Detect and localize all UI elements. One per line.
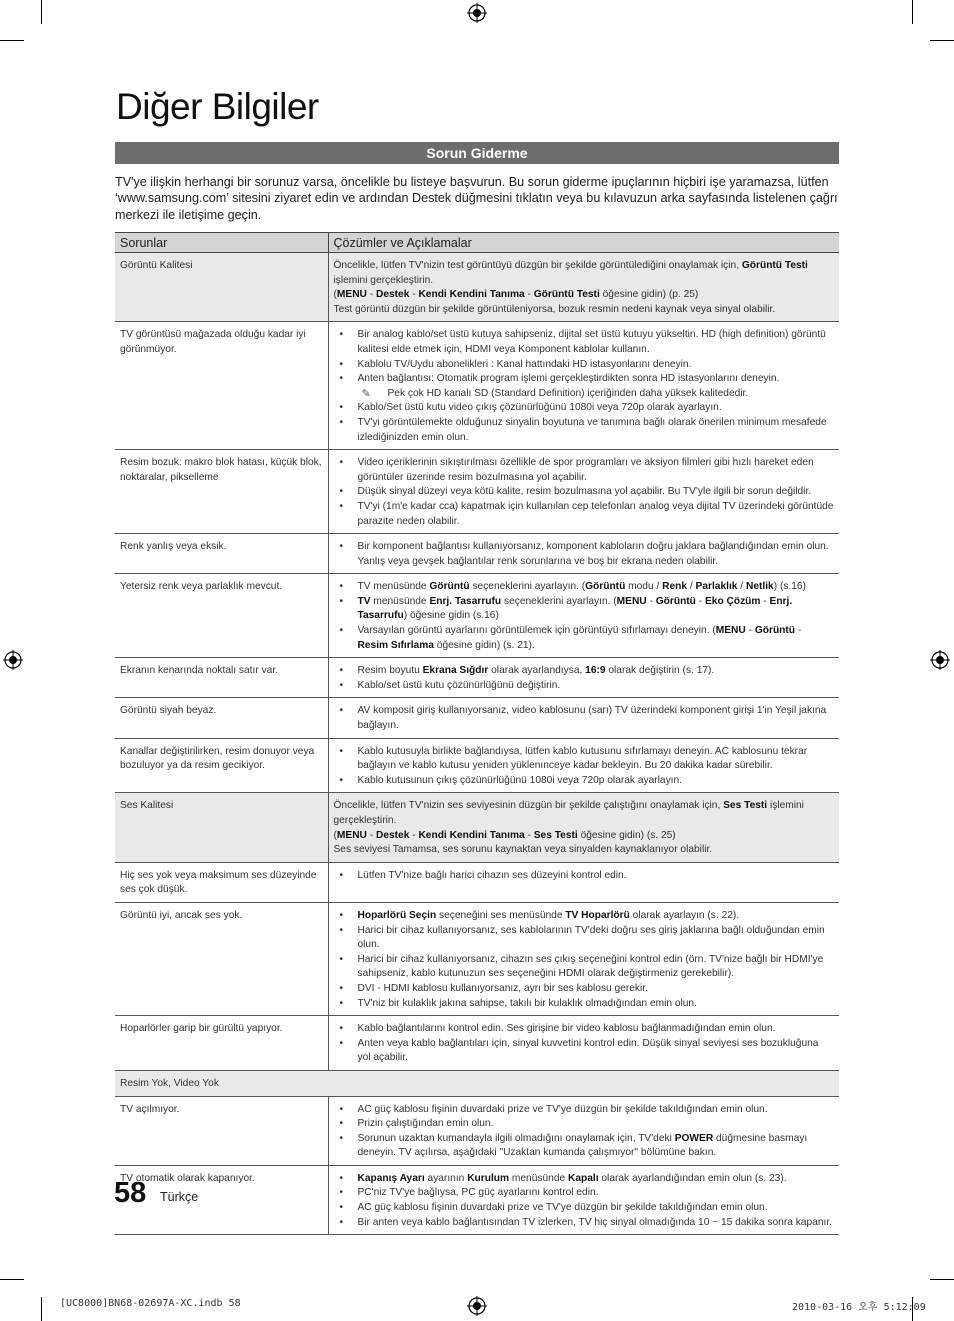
list-item: • Kablo/set üstü kutu çözünürlüğünü değiştirin. — [334, 679, 835, 694]
problem-cell: Resim bozuk: makro blok hatası, küçük blok, noktaralar, pikselleme — [115, 450, 328, 534]
table-row — [115, 793, 839, 862]
list-item: • AV komposit giriş kullanıyorsanız, video kablosunu (sarı) TV üzerindeki komponent girişi 1'in Yeşil jakına bağlayın. — [334, 704, 835, 733]
list-item: • DVI - HDMI kablosu kullanıyorsanız, ayrı bir ses kablosu gerekir. — [334, 982, 835, 997]
crop-mark — [930, 1279, 954, 1280]
solution-text: Ses seviyesi Tamamsa, ses sorunu kaynaktan veya sinyalden kaynaklanıyor olabilir. — [333, 844, 713, 856]
solution-list — [334, 328, 835, 445]
solution-list — [334, 1022, 835, 1066]
note-item: ✎ Pek çok HD kanalı SD (Standard Definition) içeriğinden daha yüksek kalitededir. — [361, 387, 749, 400]
section-title: Sorun Giderme — [115, 142, 839, 164]
list-item: • Kablolu TV/Uydu abonelikleri : Kanal hattındaki HD istasyonlarını deneyin. — [334, 358, 835, 373]
solution-cell — [328, 253, 839, 322]
solution-cell — [328, 738, 839, 793]
solution-cell — [328, 1096, 839, 1165]
table-row — [115, 738, 839, 793]
category-heading: Resim Yok, Video Yok — [115, 1070, 839, 1096]
solution-cell — [328, 793, 839, 862]
header-problems: Sorunlar — [115, 233, 328, 253]
list-item: • AC güç kablosu fişinin duvardaki prize ve TV'ye düzgün bir şekilde takıldığından emin olun. — [334, 1103, 835, 1118]
troubleshooting-table — [115, 232, 839, 1235]
registration-mark-icon — [467, 1296, 487, 1316]
table-row — [115, 658, 839, 698]
solution-text: Öncelikle, lütfen TV'nizin test görüntüyü düzgün bir şekilde görüntülediğini onaylamak için, Görüntü Testi işlemini gerçekleştirin. — [333, 260, 808, 286]
table-row — [115, 1096, 839, 1165]
list-item: • Bir analog kablo/set üstü kutuya sahipseniz, dijital set üstü kutuyu yükseltin. HD (high definition) görüntü kalitesi elde etmek için, HDMI veya Komponent kablolar kullanın. — [334, 328, 835, 357]
solution-cell — [328, 698, 839, 738]
table-row — [115, 1165, 839, 1234]
list-item: • Bir anten veya kablo bağlantısından TV izlerken, TV hiç sinyal olmadığında 10 ~ 15 dakika sonra kapanır. — [334, 1216, 835, 1231]
solution-cell — [328, 902, 839, 1015]
list-item: • Anten bağlantısı: Otomatik program işlemi gerçekleştirdikten sonra HD istasyonlarını deneyin. — [334, 372, 835, 387]
problem-cell: Görüntü iyi, ancak ses yok. — [115, 902, 328, 1015]
table-row — [115, 450, 839, 534]
list-item: • Video içeriklerinin sıkıştırılması özellikle de spor programları ve aksiyon filmleri gibi hızlı hareket eden görüntüler üzerinde resim bozulmasına yol açabilir. — [334, 456, 835, 485]
problem-cell: Hoparlörler garip bir gürültü yapıyor. — [115, 1016, 328, 1071]
solution-cell — [328, 1165, 839, 1234]
table-row — [115, 698, 839, 738]
list-item: • TV'yi görüntülemekte olduğunuz sinyalin boyutuna ve tanımına bağlı olarak önerilen minimum mesafede izlediğinizden emin olun. — [334, 416, 835, 445]
list-item: • Kablo kutusunun çıkış çözünürlüğünü 1080i veya 720p olarak ayarlayın. — [334, 774, 835, 789]
solution-text: (MENU - Destek - Kendi Kendini Tanıma - Görüntü Testi öğesine gidin) (p. 25) — [333, 289, 699, 301]
page-title: Diğer Bilgiler — [116, 86, 319, 127]
solution-list — [334, 704, 835, 733]
problem-cell: Kanallar değiştirilirken, resim donuyor veya bozuluyor ya da resim gecikiyor. — [115, 738, 328, 793]
table-row — [115, 1016, 839, 1071]
list-item: • TV'yi (1m'e kadar cca) kapatmak için kullanılan cep telefonları analog veya dijital TV üzerindeki görüntüde parazite neden olabilir. — [334, 500, 835, 529]
list-item: • Harici bir cihaz kullanıyorsanız, ses kablolarının TV'deki doğru ses giriş jaklarına bağlı olduğundan emin olun. — [334, 924, 835, 953]
footer-filename: [UC8000]BN68-02697A-XC.indb 58 — [60, 1298, 241, 1309]
solution-list — [334, 745, 835, 789]
problem-cell: Ses Kalitesi — [115, 793, 328, 862]
crop-mark — [930, 40, 954, 41]
solution-cell — [328, 1016, 839, 1071]
list-item: • TV'niz bir kulaklık jakına sahipse, takılı bir kulaklık olmadığından emin olun. — [334, 997, 835, 1012]
list-item: • TV menüsünde Enrj. Tasarrufu seçeneklerini ayarlayın. (MENU - Görüntü - Eko Çözüm - Enrj. Tasarrufu) öğesine gidin (s.16) — [334, 595, 835, 624]
table-body — [115, 253, 839, 1235]
problem-cell: Hiç ses yok veya maksimum ses düzeyinde ses çok düşük. — [115, 862, 328, 902]
crop-mark — [0, 1279, 24, 1280]
registration-mark-icon — [3, 650, 23, 670]
crop-mark — [0, 40, 24, 41]
problem-cell: Ekranın kenarında noktalı satır var. — [115, 658, 328, 698]
crop-mark — [912, 0, 913, 24]
solution-cell — [328, 534, 839, 574]
solution-cell — [328, 574, 839, 658]
problem-cell: TV görüntüsü mağazada olduğu kadar iyi görünmüyor. — [115, 322, 328, 450]
pencil-note-icon: ✎ — [361, 387, 371, 400]
solution-list — [334, 909, 835, 1011]
problem-cell: TV otomatik olarak kapanıyor. — [115, 1165, 328, 1234]
solution-list — [334, 869, 835, 884]
crop-mark — [41, 0, 42, 24]
registration-mark-icon — [467, 3, 487, 23]
solution-list — [334, 456, 835, 529]
table-row — [115, 253, 839, 322]
solution-list — [334, 1172, 835, 1230]
list-item: • Lütfen TV'nize bağlı harici cihazın ses düzeyini kontrol edin. — [334, 869, 835, 884]
page-language: Türkçe — [160, 1190, 199, 1204]
solution-list — [334, 540, 835, 569]
list-item: • Prizin çalıştığından emin olun. — [334, 1117, 835, 1132]
solution-cell — [328, 322, 839, 450]
page-number: 58 — [114, 1177, 147, 1209]
solution-cell — [328, 450, 839, 534]
table-row — [115, 574, 839, 658]
table-row — [115, 322, 839, 450]
solution-cell — [328, 862, 839, 902]
problem-cell: TV açılmıyor. — [115, 1096, 328, 1165]
list-item: • Harici bir cihaz kullanıyorsanız, cihazın ses çıkış seçeneğini kontrol edin (örn. TV'nize bağlı bir HDMI'ye sahipseniz, kablo kutunuzun ses seçeneğini HDMI olarak değiştirmeniz gerekebilir). — [334, 953, 835, 982]
header-solutions: Çözümler ve Açıklamalar — [328, 233, 839, 253]
table-row — [115, 534, 839, 574]
problem-cell: Görüntü Kalitesi — [115, 253, 328, 322]
list-item: • Kapanış Ayarı ayarının Kurulum menüsünde Kapalı olarak ayarlandığından emin olun (s. 23). — [334, 1172, 835, 1187]
list-item: • TV menüsünde Görüntü seçeneklerini ayarlayın. (Görüntü modu / Renk / Parlaklık / Netlik) (s.16) — [334, 580, 835, 595]
solution-text: Test görüntü düzgün bir şekilde görüntüleniyorsa, bozuk resmin nedeni kaynak veya sinyal olabilir. — [333, 303, 776, 315]
solution-list — [334, 664, 835, 693]
intro-text: TV'ye ilişkin herhangi bir sorunuz varsa, öncelikle bu listeye başvurun. Bu sorun giderme ipuçlarının hiçbiri işe yaramazsa, lütfen ‘www.samsung.com’ sitesini ziyaret edin ve ardından Destek düğmesini tıklatın veya bu kılavuzun arka sayfasında listelenen çağrı merkezi ile iletişime geçin. — [115, 175, 838, 222]
solution-list — [334, 580, 835, 653]
list-item: • Varsayılan görüntü ayarlarını görüntülemek için görüntüyü sıfırlamayı deneyin. (MENU - Görüntü - Resim Sıfırlama öğesine gidin) (s. 21). — [334, 624, 835, 653]
footer-date: 2010-03-16 오후 5:12:09 — [792, 1302, 926, 1313]
list-item: • Bir komponent bağlantısı kullanıyorsanız, komponent kabloların doğru jaklara bağlandığından emin olun. Yanlış veya gevşek bağlantılar renk sorunlarına ve boş bir ekrana neden olabilir. — [334, 540, 835, 569]
list-item: • Resim boyutu Ekrana Sığdır olarak ayarlandıysa, 16:9 olarak değiştirin (s. 17). — [334, 664, 835, 679]
list-item: • Kablo bağlantılarını kontrol edin. Ses girişine bir video kablosu bağlanmadığından emin olun. — [334, 1022, 835, 1037]
list-item: • Düşük sinyal düzeyi veya kötü kalite, resim bozulmasına yol açabilir. Bu TV'yle ilgili bir sorun değildir. — [334, 485, 835, 500]
list-item: • Sorunun uzaktan kumandayla ilgili olmadığını onaylamak için, TV'deki POWER düğmesine basmayı deneyin. TV açılırsa, aşağıdaki "Uzaktan kumanda çalışmıyor" bölümüne bakın. — [334, 1132, 835, 1161]
crop-mark — [41, 1297, 42, 1321]
table-row — [115, 902, 839, 1015]
problem-cell: Görüntü siyah beyaz. — [115, 698, 328, 738]
problem-cell: Renk yanlış veya eksik. — [115, 534, 328, 574]
list-item: • Kablo kutusuyla birlikte bağlandıysa, lütfen kablo kutusunu sıfırlamayı deneyin. AC kablosunu tekrar bağlayın ve kablo kutusu yeniden yüklenınceye kadar bekleyin. Bu 20 dakika kadar sürebilir. — [334, 745, 835, 774]
problem-cell: Yetersiz renk veya parlaklık mevcut. — [115, 574, 328, 658]
registration-mark-icon — [930, 650, 950, 670]
table-row — [115, 1070, 839, 1096]
list-item: • Anten veya kablo bağlantıları için, sinyal kuvvetini kontrol edin. Düşük sinyal seviyesi ses bozukluğuna yol açabilir. — [334, 1037, 835, 1066]
list-item: • Kablo/Set üstü kutu video çıkış çözünürlüğünü 1080i veya 720p olarak ayarlayın. — [334, 401, 835, 416]
solution-text: (MENU - Destek - Kendi Kendini Tanıma - Ses Testi öğesine gidin) (s. 25) — [333, 829, 676, 841]
solution-text: Öncelikle, lütfen TV'nizin ses seviyesinin düzgün bir şekilde çalıştığını onaylamak için, Ses Testi işlemini gerçekleştirin. — [333, 800, 804, 826]
solution-cell — [328, 658, 839, 698]
table-row — [115, 862, 839, 902]
list-item: • Hoparlörü Seçin seçeneğini ses menüsünde TV Hoparlörü olarak ayarlayın (s. 22). — [334, 909, 835, 924]
list-item: • AC güç kablosu fişinin duvardaki prize ve TV'ye düzgün bir şekilde takıldığından emin olun. — [334, 1201, 835, 1216]
solution-list — [334, 1103, 835, 1161]
list-item: • PC'niz TV'ye bağlıysa, PC güç ayarlarını kontrol edin. — [334, 1186, 835, 1201]
